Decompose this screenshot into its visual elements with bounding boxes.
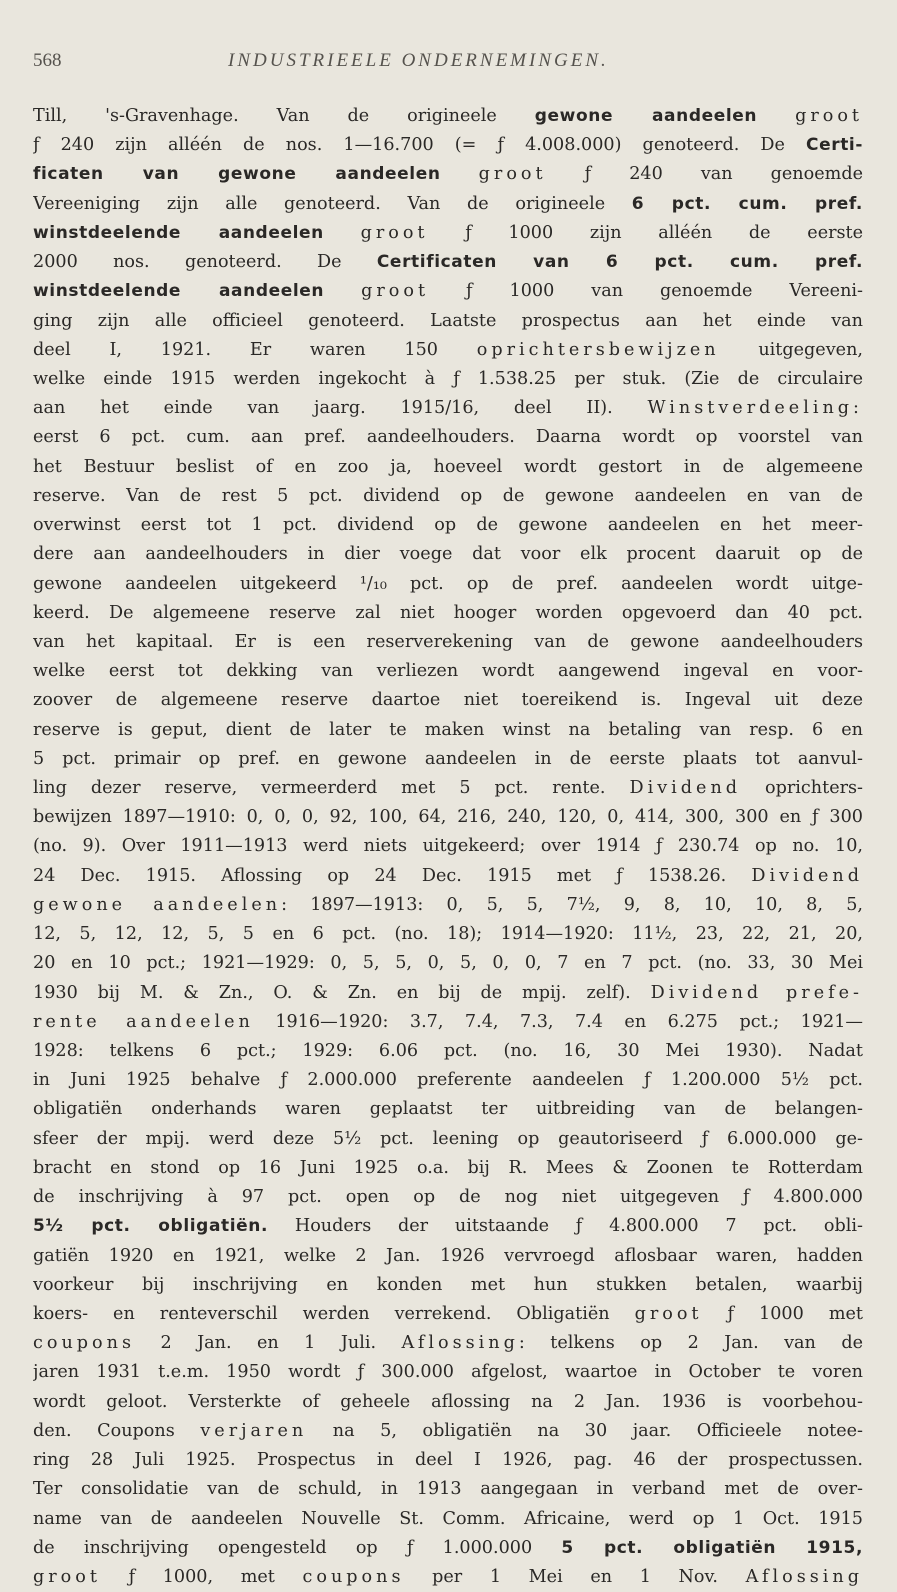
spaced-term: groot xyxy=(795,106,863,126)
text-line xyxy=(33,803,863,832)
text-run: ƒ 1000 zijn alléén de eerste xyxy=(428,222,863,243)
text-run: de inschrijving opengesteld op ƒ 1.000.000 xyxy=(33,1537,562,1558)
bold-term: 6 pct. cum. pref. xyxy=(631,193,863,214)
text-run: gewone aandeelen uitgekeerd ¹/₁₀ pct. op de pref. aandeelen wordt uitge- xyxy=(33,573,863,594)
text-line xyxy=(33,482,863,511)
bold-term: ficaten van gewone aandeelen xyxy=(33,164,441,185)
text-line xyxy=(33,336,863,365)
text-line xyxy=(33,219,863,248)
text-run xyxy=(324,223,361,243)
spaced-term: groot xyxy=(634,1303,703,1324)
bold-term: Certi- xyxy=(806,135,863,156)
text-line xyxy=(33,1329,863,1358)
text-run: overwinst eerst tot 1 pct. dividend op de gewone aandeelen en het meer- xyxy=(33,515,863,536)
text-run: het Bestuur beslist of en zoo ja, hoeveel wordt gestort in de algemeene xyxy=(33,456,863,477)
spaced-term: rente aandeelen xyxy=(33,1011,254,1032)
spaced-term: Dividend xyxy=(751,865,863,886)
text-run: ƒ 240 van genoemde xyxy=(546,164,863,185)
text-run xyxy=(757,106,795,126)
text-run: wordt geloot. Versterkte of geheele aflossing na 2 Jan. 1936 is voorbehou- xyxy=(33,1391,863,1412)
text-run: van het kapitaal. Er is een reserverekening van de gewone aandeelhouders xyxy=(33,631,863,652)
text-run: Vereeniging zijn alle genoteerd. Van de origineele xyxy=(33,193,632,214)
text-line xyxy=(33,1066,863,1095)
spaced-term: groot xyxy=(360,222,429,243)
text-run: 20 en 10 pct.; 1921—1929: 0, 5, 5, 0, 5, 0, 0, 7 en 7 pct. (no. 33, 30 Mei xyxy=(33,953,863,974)
text-run: name van de aandeelen Nouvelle St. Comm. Africaine, werd op 1 Oct. 1915 xyxy=(33,1508,863,1529)
text-run: zoover de algemeene reserve daartoe niet toereikend is. Ingeval uit deze xyxy=(33,690,863,711)
text-run: uitgegeven, xyxy=(719,339,863,360)
text-line xyxy=(33,102,863,131)
text-line xyxy=(33,1300,863,1329)
text-line xyxy=(33,599,863,628)
text-run: Houders der uitstaande ƒ 4.800.000 7 pct. obli- xyxy=(268,1216,863,1237)
text-line xyxy=(33,862,863,891)
spaced-term: gewone aandeelen xyxy=(33,894,282,915)
text-line xyxy=(33,307,863,336)
text-run: (no. 9). Over 1911—1913 werd niets uitgekeerd; over 1914 ƒ 230.74 op no. 10, xyxy=(33,836,863,857)
spaced-term: Aflossing xyxy=(401,1333,519,1354)
bold-term: gewone aandeelen xyxy=(534,106,758,126)
spaced-term: oprichtersbewijzen xyxy=(476,339,720,360)
text-run: : 1897—1913: 0, 5, 5, 7½, 9, 8, 10, 10, 8, 5, xyxy=(281,894,863,915)
text-run xyxy=(324,281,361,301)
text-run: 1928: telkens 6 pct.; 1929: 6.06 pct. (no. 16, 30 Mei 1930). Nadat xyxy=(33,1041,863,1061)
text-run: per 1 Mei en 1 Nov. xyxy=(404,1566,746,1587)
text-line xyxy=(33,716,863,745)
text-line xyxy=(33,1037,863,1066)
text-run: voorkeur bij inschrijving en konden met hun stukken betalen, waarbij xyxy=(33,1274,863,1295)
page-header xyxy=(33,50,863,80)
text-line xyxy=(33,1534,863,1563)
text-line xyxy=(33,131,863,160)
text-run: bracht en stond op 16 Juni 1925 o.a. bij R. Mees & Zoonen te Rotterdam xyxy=(33,1157,863,1178)
text-run: 2000 nos. genoteerd. De xyxy=(33,252,377,273)
text-run: 1916—1920: 3.7, 7.4, 7.3, 7.4 en 6.275 pct.; 1921— xyxy=(253,1011,863,1032)
text-run: 5 pct. primair op pref. en gewone aandeelen in de eerste plaats tot aanvul- xyxy=(33,748,863,769)
bold-term: winstdeelende aandeelen xyxy=(33,281,325,302)
spaced-term: Dividend prefe- xyxy=(650,982,863,1003)
text-line xyxy=(33,1388,863,1417)
spaced-term: Aflossing xyxy=(745,1566,863,1587)
text-run: welke eerst tot dekking van verliezen wordt aangewend ingeval en voor- xyxy=(33,661,863,682)
text-run: den. Coupons xyxy=(33,1420,201,1441)
text-run: koers- en renteverschil werden verrekend. Obligatiën xyxy=(33,1303,635,1324)
text-line xyxy=(33,1095,863,1124)
text-run: in Juni 1925 behalve ƒ 2.000.000 preferente aandeelen ƒ 1.200.000 5½ pct. xyxy=(33,1070,863,1091)
text-run: : telkens op 2 Jan. van de xyxy=(518,1333,863,1354)
text-run: Ter consolidatie van de schuld, in 1913 aangegaan in verband met de over- xyxy=(33,1479,863,1500)
spaced-term: groot xyxy=(33,1566,101,1587)
text-run: sfeer der mpij. werd deze 5½ pct. leening op geautoriseerd ƒ 6.000.000 ge- xyxy=(33,1128,863,1149)
text-line xyxy=(33,1417,863,1446)
text-line xyxy=(33,949,863,978)
text-run: deel I, 1921. Er waren 150 xyxy=(33,339,477,360)
body-text xyxy=(33,102,863,1592)
page-number: 568 xyxy=(33,50,62,71)
text-run: eerst 6 pct. cum. aan pref. aandeelhouders. Daarna wordt op voorstel van xyxy=(33,427,863,448)
spaced-term: groot xyxy=(361,281,430,302)
text-line xyxy=(33,1475,863,1504)
text-line xyxy=(33,248,863,277)
text-run: ling dezer reserve, vermeerderd met 5 pct. rente. xyxy=(33,778,630,799)
text-run: ring 28 Juli 1925. Prospectus in deel I 1926, pag. 46 der prospectussen. xyxy=(33,1450,863,1471)
text-run: jaren 1931 t.e.m. 1950 wordt ƒ 300.000 afgelost, waartoe in October te voren xyxy=(33,1362,863,1383)
text-run: ƒ 1000 van genoemde Vereeni- xyxy=(429,281,863,302)
spaced-term: groot xyxy=(478,164,547,185)
running-title: INDUSTRIEELE ONDERNEMINGEN. xyxy=(228,50,609,71)
spaced-term: Dividend xyxy=(629,778,742,799)
text-line xyxy=(33,394,863,423)
text-line xyxy=(33,657,863,686)
text-line xyxy=(33,891,863,920)
text-run: 1930 bij M. & Zn., O. & Zn. en bij de mpij. zelf). xyxy=(33,982,651,1003)
text-run: ƒ 1000, met xyxy=(100,1566,303,1587)
text-run: 2 Jan. en 1 Juli. xyxy=(135,1333,402,1354)
text-line xyxy=(33,1505,863,1534)
bold-term: winstdeelende aandeelen xyxy=(33,222,324,243)
text-line xyxy=(33,1271,863,1300)
spaced-term: coupons xyxy=(33,1333,135,1354)
text-run: bewijzen 1897—1910: 0, 0, 0, 92, 100, 64, 216, 240, 120, 0, 414, 300, 300 en ƒ 300 xyxy=(33,807,863,828)
text-line xyxy=(33,1125,863,1154)
spaced-term: coupons xyxy=(302,1566,405,1587)
text-run: ƒ 240 zijn alléén de nos. 1—16.700 (= ƒ 4.008.000) genoteerd. De xyxy=(33,135,806,156)
text-run: reserve is geput, dient de later te maken winst na betaling van resp. 6 en xyxy=(33,719,863,740)
text-line xyxy=(33,1154,863,1183)
spaced-term: Winstverdeeling: xyxy=(647,398,863,419)
text-run: oprichters- xyxy=(741,778,863,799)
text-run: ging zijn alle officieel genoteerd. Laatste prospectus aan het einde van xyxy=(33,310,863,331)
text-line xyxy=(33,979,863,1008)
bold-term: 5½ pct. obligatiën. xyxy=(33,1216,269,1237)
text-run: Till, 's-Gravenhage. Van de origineele xyxy=(33,106,535,126)
text-line xyxy=(33,160,863,189)
text-run: welke einde 1915 werden ingekocht à ƒ 1.538.25 per stuk. (Zie de circulaire xyxy=(33,368,863,389)
text-line xyxy=(33,365,863,394)
text-line xyxy=(33,190,863,219)
text-run xyxy=(441,164,479,184)
text-line xyxy=(33,686,863,715)
text-line xyxy=(33,570,863,599)
text-run: ƒ 1000 met xyxy=(702,1303,863,1324)
text-line xyxy=(33,453,863,482)
text-run: obligatiën onderhands waren geplaatst ter uitbreiding van de belangen- xyxy=(33,1099,863,1120)
text-run: gatiën 1920 en 1921, welke 2 Jan. 1926 vervroegd aflosbaar waren, hadden xyxy=(33,1245,863,1266)
text-line xyxy=(33,832,863,861)
text-line xyxy=(33,1358,863,1387)
text-line xyxy=(33,1008,863,1037)
text-line xyxy=(33,774,863,803)
spaced-term: verjaren xyxy=(200,1420,308,1441)
text-line xyxy=(33,277,863,306)
bold-term: Certificaten van 6 pct. cum. pref. xyxy=(376,252,863,273)
text-run: de inschrijving à 97 pct. open op de nog niet uitgegeven ƒ 4.800.000 xyxy=(33,1187,863,1208)
text-line xyxy=(33,1183,863,1212)
text-line xyxy=(33,1446,863,1475)
text-line xyxy=(33,745,863,774)
text-line xyxy=(33,1242,863,1271)
text-line xyxy=(33,511,863,540)
text-run: dere aan aandeelhouders in dier voege dat voor elk procent daaruit op de xyxy=(33,544,863,565)
text-run: na 5, obligatiën na 30 jaar. Officieele notee- xyxy=(307,1420,863,1441)
text-line xyxy=(33,540,863,569)
text-line xyxy=(33,1563,863,1592)
text-run: 12, 5, 12, 12, 5, 5 en 6 pct. (no. 18); 1914—1920: 11½, 23, 22, 21, 20, xyxy=(33,924,863,945)
text-run: keerd. De algemeene reserve zal niet hooger worden opgevoerd dan 40 pct. xyxy=(33,602,863,623)
bold-term: 5 pct. obligatiën 1915, xyxy=(561,1537,863,1558)
text-run: reserve. Van de rest 5 pct. dividend op de gewone aandeelen en van de xyxy=(33,485,863,506)
text-line xyxy=(33,423,863,452)
text-line xyxy=(33,1212,863,1241)
text-run: 24 Dec. 1915. Aflossing op 24 Dec. 1915 met ƒ 1538.26. xyxy=(33,865,752,886)
text-line xyxy=(33,920,863,949)
text-run: aan het einde van jaarg. 1915/16, deel II). xyxy=(33,398,648,419)
text-line xyxy=(33,628,863,657)
